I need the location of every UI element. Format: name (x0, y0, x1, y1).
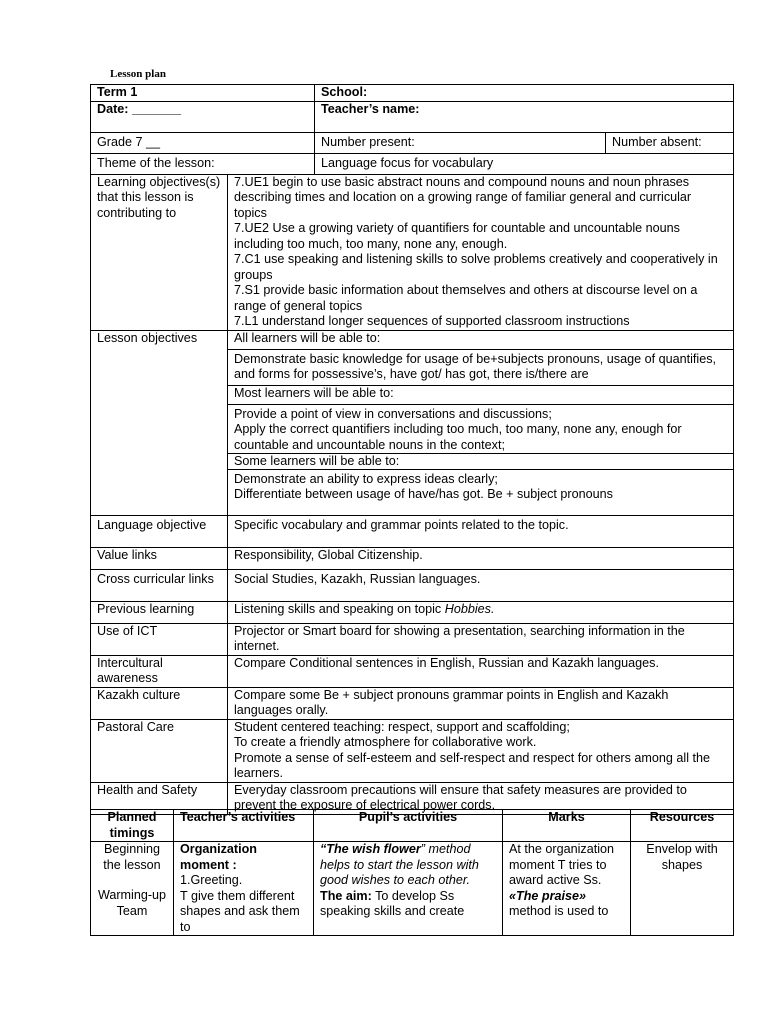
some-learners-text (228, 470, 733, 512)
cross-curricular-value: Social Studies, Kazakh, Russian languages. (228, 569, 734, 601)
header-planned-timings: Planned timings (91, 810, 174, 842)
pupil-activity-cell (314, 842, 503, 936)
learning-objective-item: 7.C1 use speaking and listening skills to solve problems creatively and cooperatively in groups (234, 252, 718, 282)
teacher-name-cell: Teacher’s name: (315, 101, 734, 132)
number-absent-cell: Number absent: (606, 132, 734, 153)
theme-label: Theme of the lesson: (91, 153, 315, 174)
use-of-ict-label: Use of ICT (91, 623, 228, 655)
learning-objective-item: 7.S1 provide basic information about themselves and others at discourse level on a range of general topics (234, 283, 698, 313)
pastoral-care-line: To create a friendly atmosphere for collaborative work. (234, 735, 537, 749)
learning-objective-item: 7.UE1 begin to use basic abstract nouns and compound nouns and noun phrases describing times and location on a growing range of familiar general and curricular topics (234, 174, 692, 220)
aim-label: The aim: (320, 888, 372, 903)
most-learners-line: Apply the correct quantifiers including too much, too many, none any, enough for countable and uncountable nouns in the context; (234, 422, 682, 452)
learning-objective-item: 7.L1 understand longer sequences of supported classroom instructions (234, 314, 630, 328)
kazakh-culture-label: Kazakh culture (91, 687, 228, 719)
value-links-label: Value links (91, 547, 228, 569)
organization-moment-heading: Organization moment : (180, 842, 257, 872)
learning-objectives-label: Learning objectives(s) that this lesson is contributing to (91, 174, 228, 330)
timing-cell (91, 842, 174, 936)
term-cell: Term 1 (91, 85, 315, 102)
all-learners-heading: All learners will be able to: (228, 331, 733, 350)
lesson-objectives-block (228, 330, 734, 515)
marks-text: method is used to (509, 904, 609, 918)
kazakh-culture-value: Compare some Be + subject pronouns grammar points in English and Kazakh languages orally. (228, 687, 734, 719)
timing-text: Team (116, 903, 148, 918)
wish-flower-method: “The wish flower (320, 842, 421, 856)
header-marks: Marks (503, 810, 631, 842)
aim-text: To develop Ss speaking skills and create (320, 888, 465, 918)
praise-method: «The praise» (509, 888, 587, 903)
some-learners-line: Differentiate between usage of have/has got. Be + subject pronouns (234, 487, 613, 501)
learning-objectives-list (228, 174, 734, 330)
header-pupil-activities: Pupil’s activities (314, 810, 503, 842)
timing-text: Warming-up (97, 888, 167, 902)
health-safety-value: Everyday classroom precautions will ensure that safety measures are provided to prevent the exposure of electrical power cords. (228, 782, 734, 814)
pastoral-care-line: Student centered teaching: respect, support and scaffolding; (234, 719, 570, 734)
marks-cell (503, 842, 631, 936)
header-teacher-activities: Teacher’s activities (174, 810, 314, 842)
theme-value: Language focus for vocabulary (315, 153, 734, 174)
learning-objective-item: 7.UE2 Use a growing variety of quantifiers for countable and uncountable nouns including too much, too many, none any, enough. (234, 221, 680, 251)
language-objective-value: Specific vocabulary and grammar points related to the topic. (228, 515, 734, 547)
header-resources: Resources (631, 810, 734, 842)
lesson-plan-table (90, 84, 734, 815)
intercultural-value: Compare Conditional sentences in English, Russian and Kazakh languages. (228, 655, 734, 687)
most-learners-heading: Most learners will be able to: (228, 386, 733, 405)
lesson-stages-table (90, 809, 734, 936)
health-safety-label: Health and Safety (91, 782, 228, 814)
intercultural-label: Intercultural awareness (91, 655, 228, 687)
pastoral-care-label: Pastoral Care (91, 719, 228, 782)
lesson-objectives-label: Lesson objectives (91, 330, 228, 515)
some-learners-line: Demonstrate an ability to express ideas clearly; (234, 471, 498, 486)
timing-text: Beginning the lesson (103, 842, 161, 872)
wish-flower-description: ” method helps to start the lesson with good wishes to each other. (320, 842, 479, 887)
all-learners-text: Demonstrate basic knowledge for usage of be+subjects pronouns, usage of quantifies, and forms for possessive’s, have got/ has got, there is/there are (228, 350, 733, 386)
previous-learning-value (228, 601, 734, 623)
number-present-cell: Number present: (315, 132, 606, 153)
date-cell: Date: _______ (91, 101, 315, 132)
resources-cell: Envelop with shapes (631, 842, 734, 936)
marks-text: At the organization moment T tries to award active Ss. (509, 842, 615, 887)
most-learners-text (228, 405, 733, 454)
pastoral-care-line: Promote a sense of self-esteem and self-respect and respect for others among all the learners. (234, 750, 711, 780)
some-learners-heading: Some learners will be able to: (228, 454, 733, 470)
use-of-ict-value: Projector or Smart board for showing a presentation, searching information in the internet. (228, 623, 734, 655)
teacher-activity-text: 1.Greeting. (180, 873, 243, 887)
previous-learning-label: Previous learning (91, 601, 228, 623)
most-learners-line: Provide a point of view in conversations and discussions; (234, 406, 552, 421)
previous-learning-topic: Hobbies. (444, 601, 495, 616)
school-cell: School: (315, 85, 734, 102)
previous-learning-text: Listening skills and speaking on topic (234, 601, 445, 616)
document-caption: Lesson plan (110, 68, 166, 80)
value-links-value: Responsibility, Global Citizenship. (228, 547, 734, 569)
teacher-activity-text: T give them different shapes and ask them to (180, 888, 300, 934)
cross-curricular-label: Cross curricular links (91, 569, 228, 601)
timing-spacer (94, 873, 170, 888)
grade-cell: Grade 7 __ (91, 132, 315, 153)
pastoral-care-value (228, 719, 734, 782)
language-objective-label: Language objective (91, 515, 228, 547)
teacher-activity-cell (174, 842, 314, 936)
